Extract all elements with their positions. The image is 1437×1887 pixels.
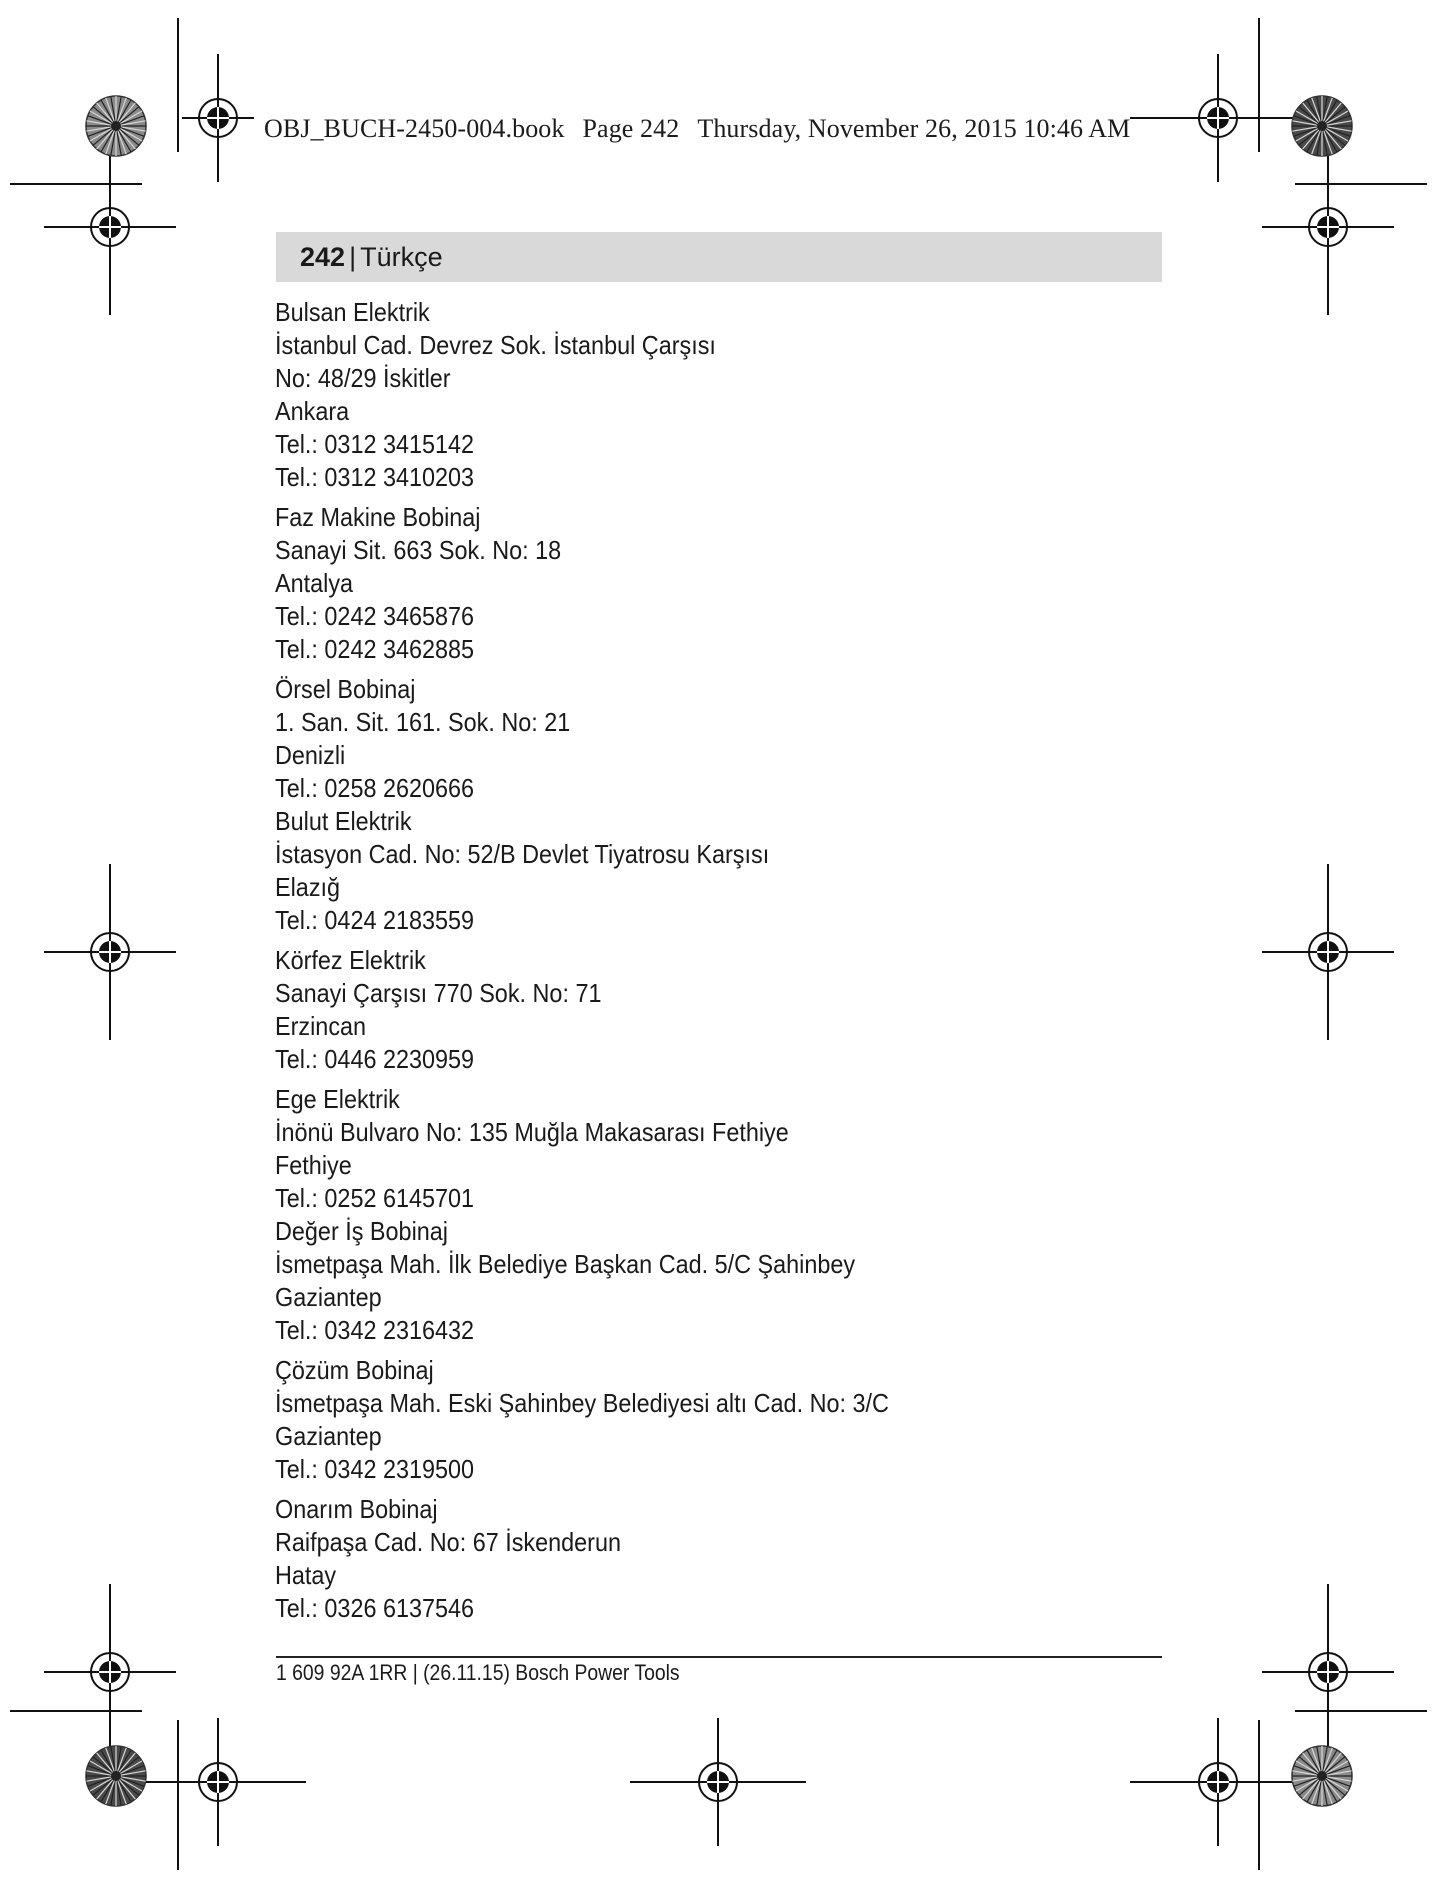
address-entry — [275, 296, 1085, 494]
address-entry — [275, 501, 1085, 666]
address-line: İstasyon Cad. No: 52/B Devlet Tiyatrosu Karşısı — [275, 839, 770, 869]
address-line: Bulsan Elektrik — [275, 297, 430, 327]
address-line: 1. San. Sit. 161. Sok. No: 21 — [275, 707, 571, 737]
address-entry — [275, 944, 1085, 1076]
address-line: Denizli — [275, 740, 346, 770]
color-wheel-center — [111, 121, 121, 131]
address-line: Gaziantep — [275, 1282, 382, 1312]
address-line: Çözüm Bobinaj — [275, 1355, 434, 1385]
address-line: Sanayi Çarşısı 770 Sok. No: 71 — [275, 978, 602, 1008]
address-line: Bulut Elektrik — [275, 806, 412, 836]
address-line: Onarım Bobinaj — [275, 1494, 438, 1524]
address-line: İsmetpaşa Mah. Eski Şahinbey Belediyesi altı Cad. No: 3/C — [275, 1388, 889, 1418]
address-line: Tel.: 0242 3465876 — [275, 601, 475, 631]
address-entry — [275, 1354, 1085, 1486]
page-language: Türkçe — [360, 241, 443, 272]
address-entry — [275, 673, 1085, 937]
address-line: Raifpaşa Cad. No: 67 İskenderun — [275, 1527, 622, 1557]
address-line: Ankara — [275, 396, 350, 426]
address-line: Tel.: 0242 3462885 — [275, 634, 475, 664]
address-line: Ege Elektrik — [275, 1084, 400, 1114]
slug-datetime: Thursday, November 26, 2015 10:46 AM — [697, 114, 1131, 143]
address-line: İsmetpaşa Mah. İlk Belediye Başkan Cad. 5/C Şahinbey — [275, 1249, 856, 1279]
footer-rule — [276, 1656, 1162, 1658]
address-entry — [275, 1083, 1085, 1347]
address-line: Tel.: 0424 2183559 — [275, 905, 475, 935]
address-line: Tel.: 0258 2620666 — [275, 773, 475, 803]
address-line: Sanayi Sit. 663 Sok. No: 18 — [275, 535, 562, 565]
address-line: Fethiye — [275, 1150, 352, 1180]
address-line: Tel.: 0312 3410203 — [275, 462, 475, 492]
color-wheel-center — [1317, 121, 1327, 131]
address-line: Gaziantep — [275, 1421, 382, 1451]
address-line: Tel.: 0326 6137546 — [275, 1593, 475, 1623]
print-slug — [264, 114, 1130, 144]
address-line: Tel.: 0252 6145701 — [275, 1183, 475, 1213]
address-line: Körfez Elektrik — [275, 945, 426, 975]
address-line: Tel.: 0342 2316432 — [275, 1315, 475, 1345]
service-address-list — [275, 296, 1085, 1632]
slug-page: Page 242 — [582, 114, 680, 143]
color-wheel-center — [111, 1771, 121, 1781]
address-line: Antalya — [275, 568, 354, 598]
page-header — [276, 232, 1162, 282]
address-line: Hatay — [275, 1560, 337, 1590]
address-line: Tel.: 0342 2319500 — [275, 1454, 475, 1484]
address-line: No: 48/29 İskitler — [275, 363, 451, 393]
header-separator: | — [349, 241, 357, 272]
address-entry — [275, 1493, 1085, 1625]
color-wheel-center — [1317, 1771, 1327, 1781]
page-number: 242 — [300, 241, 346, 272]
address-line: Değer İş Bobinaj — [275, 1216, 449, 1246]
address-line: İnönü Bulvaro No: 135 Muğla Makasarası Fethiye — [275, 1117, 789, 1147]
address-line: Tel.: 0312 3415142 — [275, 429, 475, 459]
page-footer: 1 609 92A 1RR | (26.11.15) Bosch Power Tools — [276, 1660, 680, 1685]
address-line: Elazığ — [275, 872, 341, 902]
address-line: Erzincan — [275, 1011, 367, 1041]
address-line: İstanbul Cad. Devrez Sok. İstanbul Çarşısı — [275, 330, 716, 360]
slug-file: OBJ_BUCH-2450-004.book — [264, 114, 565, 143]
address-line: Faz Makine Bobinaj — [275, 502, 481, 532]
address-line: Örsel Bobinaj — [275, 674, 416, 704]
address-line: Tel.: 0446 2230959 — [275, 1044, 475, 1074]
